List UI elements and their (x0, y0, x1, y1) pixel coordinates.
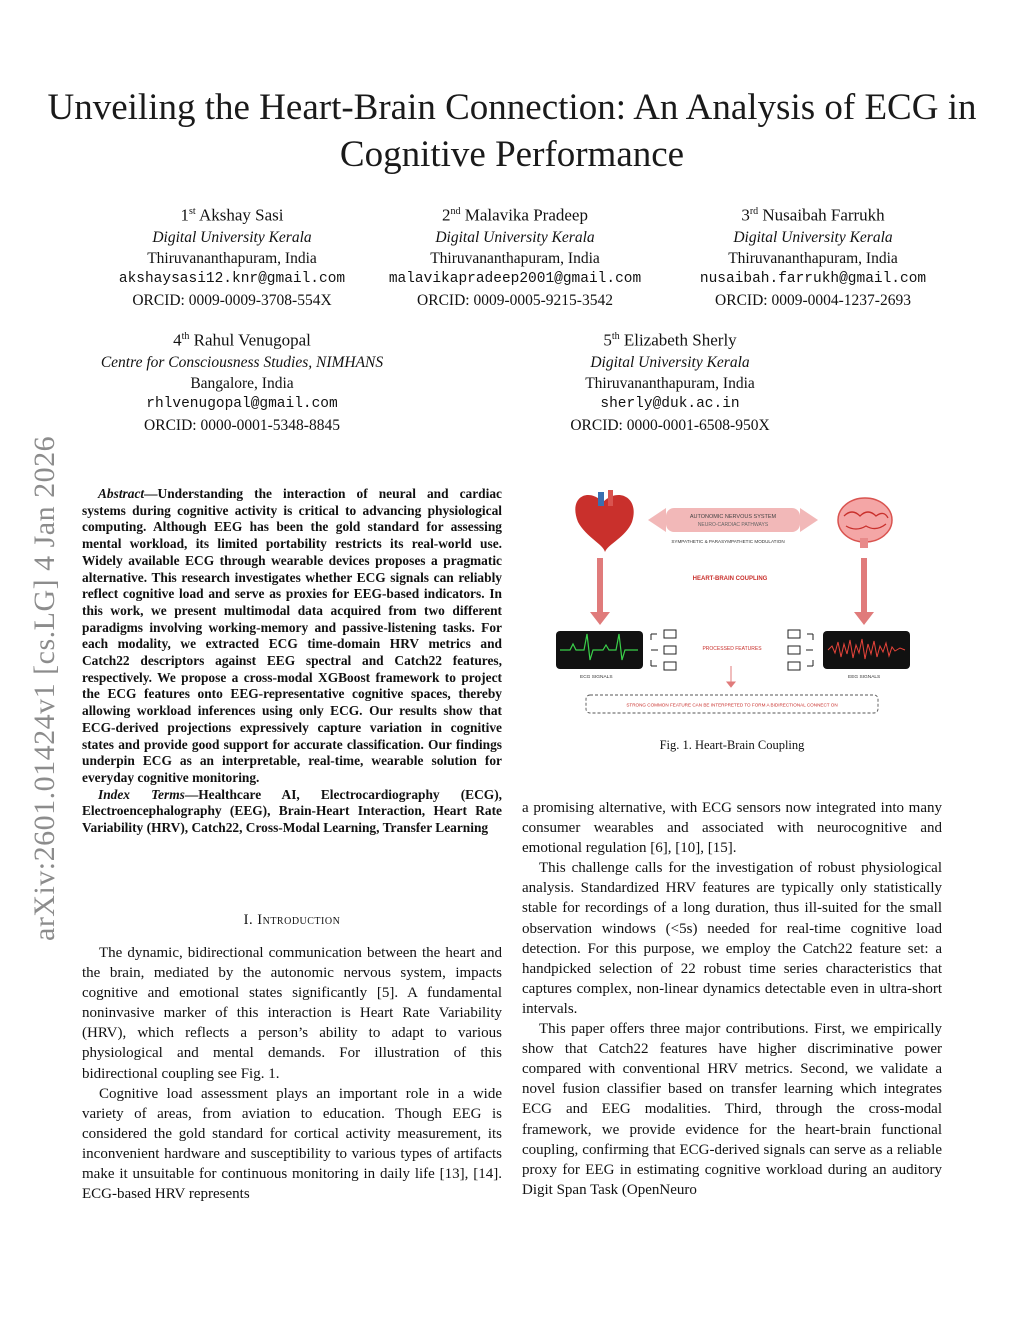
index-terms-text: —Healthcare AI, Electrocardiography (ECG), Electroencephalography (EEG), Brain-Heart Interaction, Heart Rate Variability (HRV), Catch22, Cross-Modal Learning, Transfer Learning (82, 786, 503, 836)
center-down-arrow (727, 666, 735, 687)
abstract (82, 486, 502, 837)
right-feature-blocks (788, 630, 813, 670)
brain-down-arrow (854, 558, 874, 625)
eeg-signal-panel (823, 631, 910, 669)
eeg-signals-label: EEG SIGNALS (848, 675, 881, 680)
figure-heart-brain-coupling (548, 482, 918, 722)
bottom-box-text: STRONG COMMON FEATURE CAN BE INTERPRETED TO FORM A BIDIRECTIONAL CONNECT ON (626, 702, 838, 708)
processed-features-label: PROCESSED FEATURES (702, 646, 762, 652)
ecg-signal-panel (556, 631, 643, 669)
abstract-label: Abstract (98, 486, 145, 501)
author-2: 2nd Malavika Pradeep Digital University Kerala Thiruvananthapuram, India malavikapradeep2001@gmail.com ORCID: 0009-0005-9215-3542 (388, 205, 642, 309)
figure-caption: Fig. 1. Heart-Brain Coupling (659, 738, 805, 752)
paragraph: This challenge calls for the investigation of robust physiological analysis. Standardized HRV features are typically only statistically stable for recordings of a long duration, thus ill-suited for the small observation windows (<5s) needed for real-time cognitive load detection. For this purpose, we employ the Catch22 feature set: a handpicked selection of 22 robust time series characteristics that captures complex, non-linear dynamics detectable even in ultra-short intervals. (522, 860, 942, 1017)
heart-down-arrow (590, 558, 610, 625)
paragraph: a promising alternative, with ECG sensors now integrated into many consumer wearables and associated with neurocognitive and emotional regulation [6], [10], [15]. (522, 800, 942, 857)
brain-icon (838, 498, 892, 548)
author-1: 1st Akshay Sasi Digital University Kerala Thiruvananthapuram, India akshaysasi12.knr@gmail.com ORCID: 0009-0009-3708-554X (118, 205, 346, 309)
section-heading-introduction: I. Introduction (243, 912, 341, 928)
modulation-label: SYMPATHETIC & PARASYMPATHETIC MODULATION (671, 539, 785, 544)
author-5: 5th Elizabeth Sherly Digital University Kerala Thiruvananthapuram, India sherly@duk.ac.in ORCID: 0000-0001-6508-950X (570, 330, 770, 434)
ans-title: AUTONOMIC NERVOUS SYSTEM (689, 514, 777, 520)
coupling-label: HEART-BRAIN COUPLING (692, 576, 768, 582)
right-column-body (522, 798, 942, 1200)
author-3: 3rd Nusaibah Farrukh Digital University Kerala Thiruvananthapuram, India nusaibah.farrukh@gmail.com ORCID: 0009-0004-1237-2693 (699, 205, 927, 309)
paragraph: The dynamic, bidirectional communication between the heart and the brain, mediated by the autonomic nervous system, impacts cognitive and emotional states significantly [5]. A fundamental noninvasive marker of this interaction is Heart Rate Variability (HRV), which reflects a person’s ability to adapt to various physiological and mental demands. For illustration of this bidirectional coupling see Fig. 1. (82, 945, 502, 1082)
heart-icon (575, 490, 633, 552)
left-column-body (82, 943, 502, 1204)
page-title: Unveiling the Heart-Brain Connection: An Analysis of ECG in Cognitive Performance (47, 87, 977, 175)
ans-banner (648, 508, 818, 532)
author-4: 4th Rahul Venugopal Centre for Consciousness Studies, NIMHANS Bangalore, India rhlvenugopal@gmail.com ORCID: 0000-0001-5348-8845 (100, 330, 384, 434)
abstract-text: —Understanding the interaction of neural and cardiac systems during cognitive activity is critical to advancing physiological computing. Although EEG has been the gold standard for assessing mental workload, its limited portability restricts its real-world use. Widely available ECG through wearable devices proposes a pragmatic alternative. This research investigates whether ECG signals can reliably reflect cognitive load and serve as proxies for EEG-based indicators. In this work, we present multimodal data acquired from two different paradigms involving working-memory and passive-listening tasks. For each modality, we extracted ECG time-domain HRV metrics and Catch22 descriptors against EEG spectral and Catch22 features, respectively. We propose a cross-modal XGBoost framework to project the ECG features onto EEG-representative cognitive spaces, thereby allowing workload inferences using only ECG. Our results show that ECG-derived projections expressively capture variation in cognitive states and provide good support for accurate classification. Our findings underpin ECG as an interpretable, real-time, wearable solution for everyday cognitive monitoring. (82, 486, 502, 785)
paragraph: This paper offers three major contributions. First, we empirically show that Catch22 features have higher discriminative power compared with conventional HRV metrics. Second, we validate a novel fusion classifier based on transfer learning which integrates ECG and EEG modalities. Third, through the cross-modal framework, we provide evidence for the heart-brain functional coupling, confirming that ECG-derived signals can serve as a reliable proxy for EEG in estimating cognitive workload during an auditory Digit Span Task (OpenNeuro (522, 1021, 942, 1198)
index-terms-label: Index Terms (98, 786, 185, 802)
left-feature-blocks (651, 630, 676, 670)
arxiv-stamp: arXiv:2601.01424v1 [cs.LG] 4 Jan 2026 (28, 435, 61, 941)
ecg-signals-label: ECG SIGNALS (580, 675, 613, 680)
paragraph: Cognitive load assessment plays an important role in a wide variety of areas, from aviation to education. Though EEG is considered the gold standard for cortical activity measurement, its inconvenient hardware and susceptibility to various types of artifacts make it unsuitable for continuous monitoring in daily life [13], [14]. ECG-based HRV represents (82, 1085, 502, 1203)
ans-subtitle: NEURO-CARDIAC PATHWAYS (697, 522, 769, 528)
